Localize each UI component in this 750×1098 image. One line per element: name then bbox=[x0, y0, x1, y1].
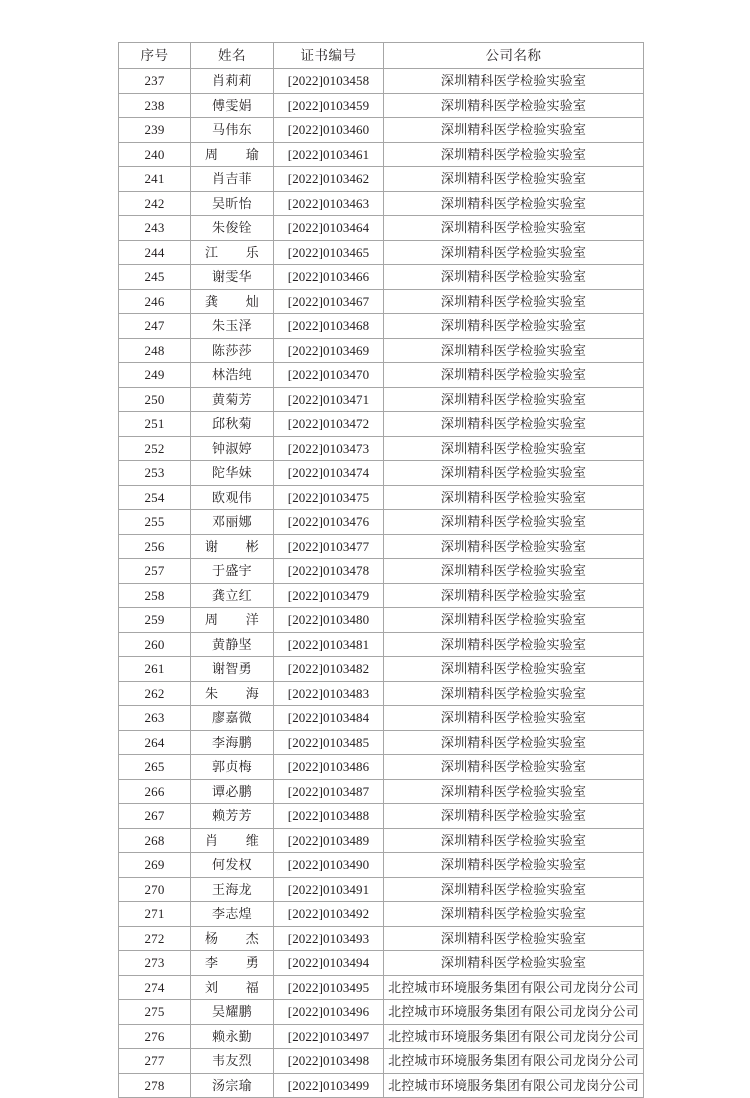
cell-certificate-number: [2022]0103468 bbox=[274, 314, 384, 339]
cell-sequence: 237 bbox=[119, 69, 191, 94]
table-row bbox=[119, 412, 644, 437]
cell-name: 邱秋菊 bbox=[191, 412, 274, 437]
cell-certificate-number: [2022]0103466 bbox=[274, 265, 384, 290]
cell-sequence: 273 bbox=[119, 951, 191, 976]
table-row bbox=[119, 828, 644, 853]
cell-company-name: 深圳精科医学检验实验室 bbox=[384, 289, 644, 314]
cell-company-name: 深圳精科医学检验实验室 bbox=[384, 314, 644, 339]
cell-name-text: 李勇 bbox=[205, 955, 259, 970]
cell-certificate-number: [2022]0103459 bbox=[274, 93, 384, 118]
cell-company-name: 深圳精科医学检验实验室 bbox=[384, 902, 644, 927]
cell-name-text: 江乐 bbox=[205, 244, 259, 260]
cell-name: 黄菊芳 bbox=[191, 387, 274, 412]
cell-sequence: 240 bbox=[119, 142, 191, 167]
table-row bbox=[119, 167, 644, 192]
table-row bbox=[119, 657, 644, 682]
cell-company-name: 深圳精科医学检验实验室 bbox=[384, 363, 644, 388]
cell-company-name: 深圳精科医学检验实验室 bbox=[384, 583, 644, 608]
table-body bbox=[119, 69, 644, 1098]
table-row bbox=[119, 1049, 644, 1074]
cell-certificate-number: [2022]0103467 bbox=[274, 289, 384, 314]
table-row bbox=[119, 461, 644, 486]
cell-certificate-number: [2022]0103460 bbox=[274, 118, 384, 143]
cell-name: 谢雯华 bbox=[191, 265, 274, 290]
table-row bbox=[119, 363, 644, 388]
cell-name: 韦友烈 bbox=[191, 1049, 274, 1074]
cell-certificate-number: [2022]0103476 bbox=[274, 510, 384, 535]
cell-certificate-number: [2022]0103492 bbox=[274, 902, 384, 927]
cell-company-name: 北控城市环境服务集团有限公司龙岗分公司 bbox=[384, 1000, 644, 1025]
cell-sequence: 241 bbox=[119, 167, 191, 192]
cell-name: 吴昕怡 bbox=[191, 191, 274, 216]
cell-name-text: 谢彬 bbox=[205, 538, 259, 554]
cell-name-text: 龚灿 bbox=[205, 293, 259, 309]
cell-certificate-number: [2022]0103494 bbox=[274, 951, 384, 976]
cell-name bbox=[191, 681, 274, 706]
cell-certificate-number: [2022]0103464 bbox=[274, 216, 384, 241]
cell-sequence: 272 bbox=[119, 926, 191, 951]
cell-name: 谢智勇 bbox=[191, 657, 274, 682]
cell-sequence: 276 bbox=[119, 1024, 191, 1049]
cell-company-name: 深圳精科医学检验实验室 bbox=[384, 265, 644, 290]
cell-certificate-number: [2022]0103472 bbox=[274, 412, 384, 437]
cell-name: 林浩纯 bbox=[191, 363, 274, 388]
cell-certificate-number: [2022]0103475 bbox=[274, 485, 384, 510]
cell-name: 郭贞梅 bbox=[191, 755, 274, 780]
cell-name bbox=[191, 951, 274, 976]
cell-certificate-number: [2022]0103481 bbox=[274, 632, 384, 657]
cell-sequence: 245 bbox=[119, 265, 191, 290]
table-row bbox=[119, 583, 644, 608]
table-row bbox=[119, 338, 644, 363]
cell-sequence: 269 bbox=[119, 853, 191, 878]
cell-sequence: 246 bbox=[119, 289, 191, 314]
cell-certificate-number: [2022]0103470 bbox=[274, 363, 384, 388]
cell-company-name: 北控城市环境服务集团有限公司龙岗分公司 bbox=[384, 1024, 644, 1049]
table-row bbox=[119, 93, 644, 118]
cell-company-name: 深圳精科医学检验实验室 bbox=[384, 191, 644, 216]
table-row bbox=[119, 975, 644, 1000]
cell-company-name: 深圳精科医学检验实验室 bbox=[384, 657, 644, 682]
table-row bbox=[119, 265, 644, 290]
cell-company-name: 北控城市环境服务集团有限公司龙岗分公司 bbox=[384, 1049, 644, 1074]
column-header-certificate-number: 证书编号 bbox=[274, 43, 384, 69]
cell-company-name: 深圳精科医学检验实验室 bbox=[384, 510, 644, 535]
cell-name: 李海鹏 bbox=[191, 730, 274, 755]
cell-sequence: 251 bbox=[119, 412, 191, 437]
cell-sequence: 243 bbox=[119, 216, 191, 241]
cell-company-name: 深圳精科医学检验实验室 bbox=[384, 779, 644, 804]
cell-company-name: 北控城市环境服务集团有限公司龙岗分公司 bbox=[384, 1073, 644, 1098]
cell-name: 钟淑婷 bbox=[191, 436, 274, 461]
cell-sequence: 271 bbox=[119, 902, 191, 927]
cell-name bbox=[191, 289, 274, 314]
cell-company-name: 深圳精科医学检验实验室 bbox=[384, 730, 644, 755]
cell-sequence: 249 bbox=[119, 363, 191, 388]
cell-name: 谭必鹏 bbox=[191, 779, 274, 804]
table-row bbox=[119, 1024, 644, 1049]
cell-sequence: 257 bbox=[119, 559, 191, 584]
cell-company-name: 深圳精科医学检验实验室 bbox=[384, 755, 644, 780]
cell-sequence: 262 bbox=[119, 681, 191, 706]
cell-sequence: 278 bbox=[119, 1073, 191, 1098]
cell-name: 于盛宇 bbox=[191, 559, 274, 584]
table-row bbox=[119, 216, 644, 241]
cell-company-name: 深圳精科医学检验实验室 bbox=[384, 632, 644, 657]
table-row bbox=[119, 926, 644, 951]
cell-name: 肖莉莉 bbox=[191, 69, 274, 94]
cell-company-name: 深圳精科医学检验实验室 bbox=[384, 93, 644, 118]
table-row bbox=[119, 853, 644, 878]
cell-company-name: 深圳精科医学检验实验室 bbox=[384, 608, 644, 633]
cell-company-name: 深圳精科医学检验实验室 bbox=[384, 240, 644, 265]
cell-certificate-number: [2022]0103486 bbox=[274, 755, 384, 780]
registry-table-container bbox=[118, 42, 643, 1098]
cell-name bbox=[191, 240, 274, 265]
cell-certificate-number: [2022]0103495 bbox=[274, 975, 384, 1000]
cell-sequence: 248 bbox=[119, 338, 191, 363]
cell-sequence: 266 bbox=[119, 779, 191, 804]
table-row bbox=[119, 804, 644, 829]
table-row bbox=[119, 436, 644, 461]
cell-name: 龚立红 bbox=[191, 583, 274, 608]
cell-sequence: 264 bbox=[119, 730, 191, 755]
cell-name bbox=[191, 142, 274, 167]
cell-company-name: 深圳精科医学检验实验室 bbox=[384, 853, 644, 878]
cell-certificate-number: [2022]0103463 bbox=[274, 191, 384, 216]
cell-certificate-number: [2022]0103469 bbox=[274, 338, 384, 363]
cell-company-name: 深圳精科医学检验实验室 bbox=[384, 216, 644, 241]
cell-company-name: 深圳精科医学检验实验室 bbox=[384, 804, 644, 829]
cell-name: 吴耀鹏 bbox=[191, 1000, 274, 1025]
cell-company-name: 深圳精科医学检验实验室 bbox=[384, 681, 644, 706]
cell-company-name: 深圳精科医学检验实验室 bbox=[384, 534, 644, 559]
cell-name-text: 肖维 bbox=[205, 832, 259, 848]
cell-certificate-number: [2022]0103480 bbox=[274, 608, 384, 633]
cell-certificate-number: [2022]0103483 bbox=[274, 681, 384, 706]
cell-name-text: 刘福 bbox=[205, 979, 259, 995]
cell-certificate-number: [2022]0103461 bbox=[274, 142, 384, 167]
cell-certificate-number: [2022]0103490 bbox=[274, 853, 384, 878]
table-row bbox=[119, 387, 644, 412]
table-row bbox=[119, 1073, 644, 1098]
cell-certificate-number: [2022]0103491 bbox=[274, 877, 384, 902]
cell-sequence: 263 bbox=[119, 706, 191, 731]
cell-sequence: 253 bbox=[119, 461, 191, 486]
cell-company-name: 深圳精科医学检验实验室 bbox=[384, 951, 644, 976]
cell-sequence: 242 bbox=[119, 191, 191, 216]
cell-name: 李志煌 bbox=[191, 902, 274, 927]
column-header-sequence: 序号 bbox=[119, 43, 191, 69]
table-row bbox=[119, 632, 644, 657]
cell-sequence: 247 bbox=[119, 314, 191, 339]
cell-certificate-number: [2022]0103482 bbox=[274, 657, 384, 682]
column-header-name: 姓名 bbox=[191, 43, 274, 69]
cell-certificate-number: [2022]0103474 bbox=[274, 461, 384, 486]
cell-certificate-number: [2022]0103477 bbox=[274, 534, 384, 559]
cell-sequence: 255 bbox=[119, 510, 191, 535]
cell-name: 何发权 bbox=[191, 853, 274, 878]
cell-certificate-number: [2022]0103484 bbox=[274, 706, 384, 731]
cell-certificate-number: [2022]0103471 bbox=[274, 387, 384, 412]
column-header-company-name: 公司名称 bbox=[384, 43, 644, 69]
cell-sequence: 254 bbox=[119, 485, 191, 510]
cell-name: 廖嘉微 bbox=[191, 706, 274, 731]
cell-company-name: 深圳精科医学检验实验室 bbox=[384, 412, 644, 437]
cell-name: 汤宗瑜 bbox=[191, 1073, 274, 1098]
cell-certificate-number: [2022]0103479 bbox=[274, 583, 384, 608]
table-row bbox=[119, 289, 644, 314]
cell-company-name: 深圳精科医学检验实验室 bbox=[384, 338, 644, 363]
cell-name: 朱玉泽 bbox=[191, 314, 274, 339]
cell-name bbox=[191, 828, 274, 853]
cell-company-name: 深圳精科医学检验实验室 bbox=[384, 877, 644, 902]
cell-sequence: 265 bbox=[119, 755, 191, 780]
cell-certificate-number: [2022]0103478 bbox=[274, 559, 384, 584]
cell-certificate-number: [2022]0103485 bbox=[274, 730, 384, 755]
table-header-row bbox=[119, 43, 644, 69]
cell-company-name: 深圳精科医学检验实验室 bbox=[384, 485, 644, 510]
table-row bbox=[119, 951, 644, 976]
cell-certificate-number: [2022]0103465 bbox=[274, 240, 384, 265]
cell-company-name: 深圳精科医学检验实验室 bbox=[384, 828, 644, 853]
table-row bbox=[119, 142, 644, 167]
table-row bbox=[119, 706, 644, 731]
cell-certificate-number: [2022]0103488 bbox=[274, 804, 384, 829]
cell-sequence: 244 bbox=[119, 240, 191, 265]
cell-company-name: 深圳精科医学检验实验室 bbox=[384, 436, 644, 461]
cell-sequence: 239 bbox=[119, 118, 191, 143]
cell-company-name: 深圳精科医学检验实验室 bbox=[384, 461, 644, 486]
table-row bbox=[119, 510, 644, 535]
cell-sequence: 261 bbox=[119, 657, 191, 682]
cell-certificate-number: [2022]0103487 bbox=[274, 779, 384, 804]
cell-certificate-number: [2022]0103496 bbox=[274, 1000, 384, 1025]
table-row bbox=[119, 534, 644, 559]
cell-name: 陈莎莎 bbox=[191, 338, 274, 363]
table-row bbox=[119, 755, 644, 780]
cell-name bbox=[191, 926, 274, 951]
cell-sequence: 260 bbox=[119, 632, 191, 657]
cell-name: 黄静坚 bbox=[191, 632, 274, 657]
cell-sequence: 256 bbox=[119, 534, 191, 559]
cell-company-name: 深圳精科医学检验实验室 bbox=[384, 706, 644, 731]
cell-sequence: 277 bbox=[119, 1049, 191, 1074]
cell-sequence: 252 bbox=[119, 436, 191, 461]
cell-certificate-number: [2022]0103493 bbox=[274, 926, 384, 951]
cell-name bbox=[191, 608, 274, 633]
table-row bbox=[119, 191, 644, 216]
table-row bbox=[119, 314, 644, 339]
table-row bbox=[119, 681, 644, 706]
cell-name: 朱俊铨 bbox=[191, 216, 274, 241]
table-row bbox=[119, 240, 644, 265]
cell-certificate-number: [2022]0103462 bbox=[274, 167, 384, 192]
cell-sequence: 238 bbox=[119, 93, 191, 118]
cell-company-name: 深圳精科医学检验实验室 bbox=[384, 118, 644, 143]
cell-sequence: 270 bbox=[119, 877, 191, 902]
cell-name: 傅雯娟 bbox=[191, 93, 274, 118]
table-row bbox=[119, 779, 644, 804]
cell-company-name: 北控城市环境服务集团有限公司龙岗分公司 bbox=[384, 975, 644, 1000]
cell-company-name: 深圳精科医学检验实验室 bbox=[384, 559, 644, 584]
cell-name-text: 周洋 bbox=[205, 612, 259, 627]
cell-name: 陀华妹 bbox=[191, 461, 274, 486]
table-row bbox=[119, 559, 644, 584]
cell-sequence: 259 bbox=[119, 608, 191, 633]
table-row bbox=[119, 69, 644, 94]
cell-name: 赖芳芳 bbox=[191, 804, 274, 829]
cell-sequence: 274 bbox=[119, 975, 191, 1000]
cell-certificate-number: [2022]0103489 bbox=[274, 828, 384, 853]
cell-certificate-number: [2022]0103473 bbox=[274, 436, 384, 461]
cell-sequence: 250 bbox=[119, 387, 191, 412]
table-row bbox=[119, 1000, 644, 1025]
certificate-registry-table bbox=[118, 42, 644, 1098]
cell-sequence: 268 bbox=[119, 828, 191, 853]
cell-sequence: 258 bbox=[119, 583, 191, 608]
table-row bbox=[119, 118, 644, 143]
cell-name-text: 杨杰 bbox=[205, 930, 259, 946]
cell-certificate-number: [2022]0103499 bbox=[274, 1073, 384, 1098]
cell-certificate-number: [2022]0103458 bbox=[274, 69, 384, 94]
cell-company-name: 深圳精科医学检验实验室 bbox=[384, 69, 644, 94]
cell-name-text: 周瑜 bbox=[205, 146, 259, 162]
cell-name bbox=[191, 534, 274, 559]
table-row bbox=[119, 902, 644, 927]
cell-company-name: 深圳精科医学检验实验室 bbox=[384, 926, 644, 951]
cell-certificate-number: [2022]0103498 bbox=[274, 1049, 384, 1074]
table-row bbox=[119, 608, 644, 633]
cell-certificate-number: [2022]0103497 bbox=[274, 1024, 384, 1049]
cell-company-name: 深圳精科医学检验实验室 bbox=[384, 167, 644, 192]
cell-sequence: 275 bbox=[119, 1000, 191, 1025]
cell-name: 马伟东 bbox=[191, 118, 274, 143]
table-row bbox=[119, 877, 644, 902]
cell-name: 欧观伟 bbox=[191, 485, 274, 510]
cell-name: 邓丽娜 bbox=[191, 510, 274, 535]
cell-company-name: 深圳精科医学检验实验室 bbox=[384, 142, 644, 167]
cell-company-name: 深圳精科医学检验实验室 bbox=[384, 387, 644, 412]
table-row bbox=[119, 485, 644, 510]
cell-name: 赖永勤 bbox=[191, 1024, 274, 1049]
cell-name: 肖吉菲 bbox=[191, 167, 274, 192]
cell-name-text: 朱海 bbox=[205, 685, 259, 701]
cell-sequence: 267 bbox=[119, 804, 191, 829]
cell-name bbox=[191, 975, 274, 1000]
table-header bbox=[119, 43, 644, 69]
table-row bbox=[119, 730, 644, 755]
cell-name: 王海龙 bbox=[191, 877, 274, 902]
